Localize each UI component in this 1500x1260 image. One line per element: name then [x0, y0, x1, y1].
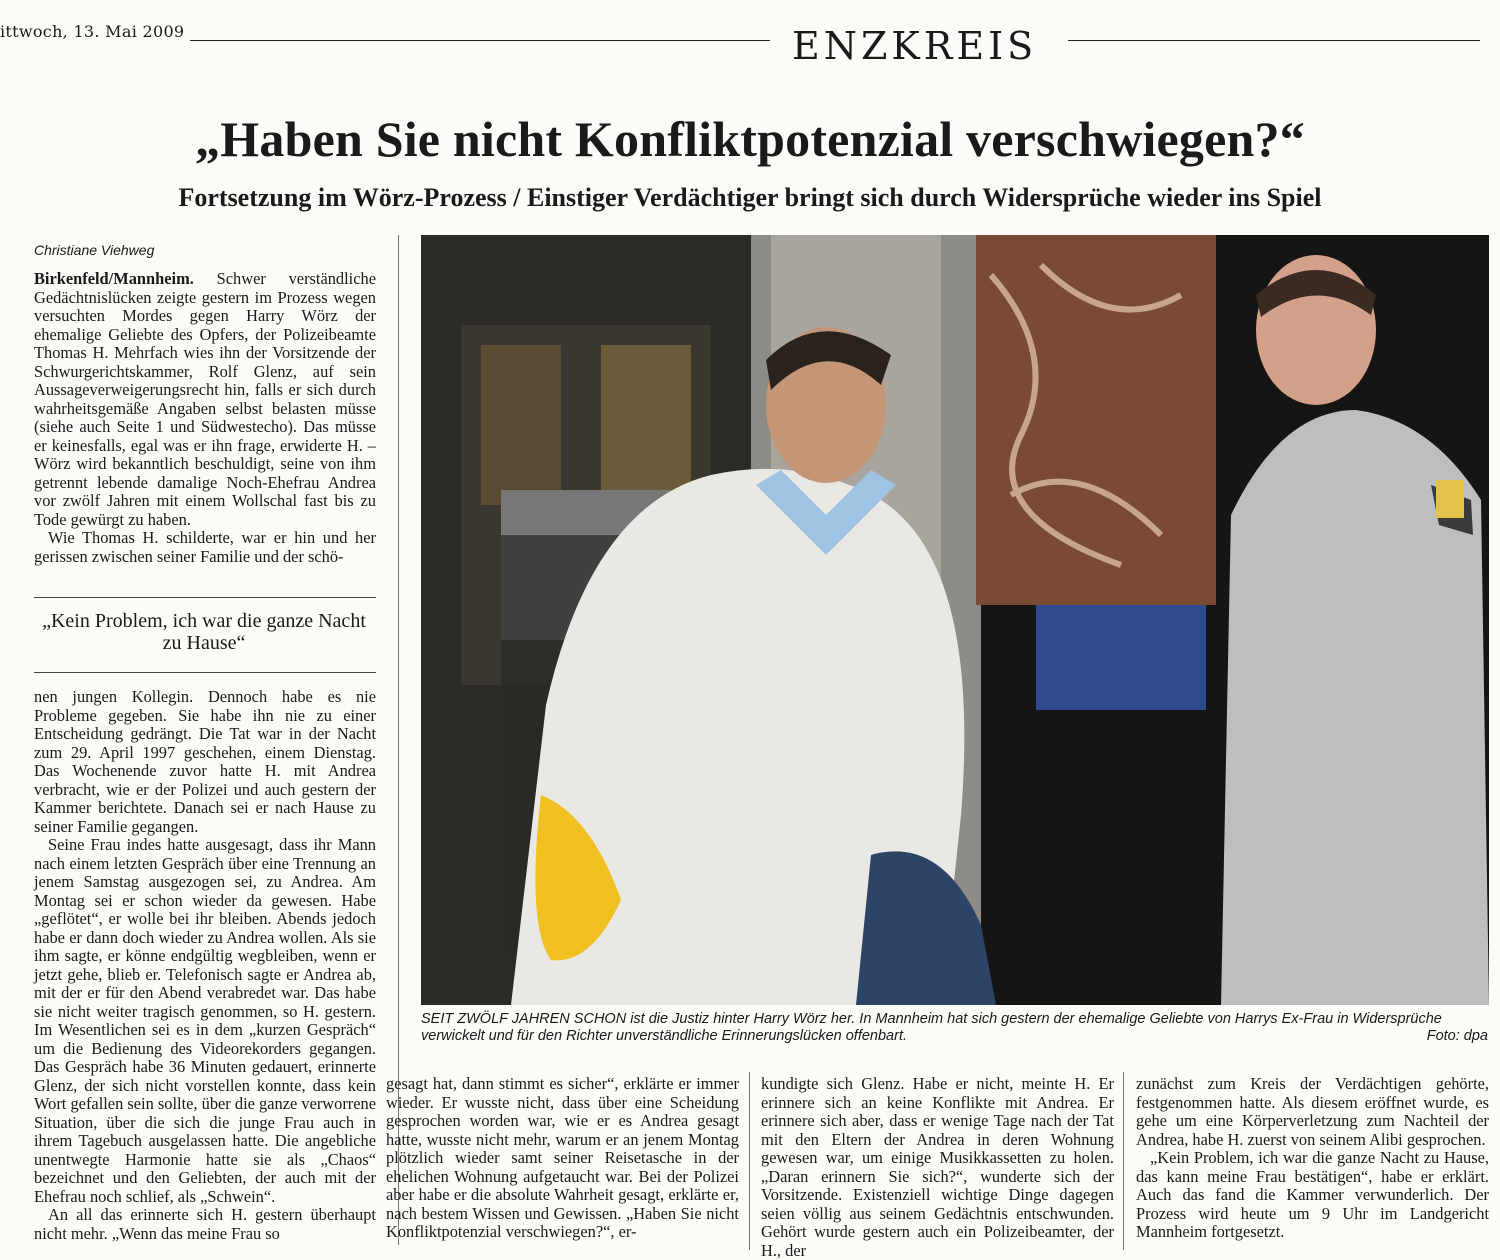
dateline: Birkenfeld/Mannheim. — [34, 269, 194, 288]
header-rule-right — [1068, 40, 1480, 41]
news-photo — [421, 235, 1489, 1005]
issue-date: ittwoch, 13. Mai 2009 — [0, 22, 185, 41]
section-title: ENZKREIS — [792, 24, 1038, 68]
header-rule-left — [190, 40, 770, 41]
quote-rule-top — [34, 597, 376, 598]
article-paragraph: Seine Frau indes hatte ausgesagt, dass ihr Mann nach einem letzten Gespräch über eine Trennung an jenem Samstag ausgezogen sei, zu Andrea. Am Montag sei er schon wieder da gewesen. Habe „geflötet“, er wolle bei ihr bleiben. Abends jedoch habe er dann doch wieder zu Andrea wollen. Als sie ihm sagte, er könne endgültig wegbleiben, wenn er jetzt gehe, blieb er. Telefonisch sagte er Andrea ab, mit der er für den Abend verabredet war. Das habe sie nicht weiter tragisch genommen, so H. gestern. Im Wesentlichen sei es in dem „kurzen Gespräch“ um die Bedienung des Videorekorders gegangen. Das Gespräch habe 36 Minuten gedauert, erinnerte Glenz, der sich nicht vorstellen konnte, dass kein Wort gefallen sein sollte, über die ganze verworrene Situation, über die sich die junge Frau auch in ihrem Tagebuch ausgelassen hatte. Die angebliche unentwegte Harmonie hatte sie als „Chaos“ bezeichnet und den Geliebten, der auch mit der Ehefrau noch schlief, als „Schwein“. — [34, 835, 376, 1206]
article-paragraph: gesagt hat, dann stimmt es sicher“, erklärte er immer wieder. Er wusste nicht, dass über eine Scheidung gesprochen worden war, wie er es Andrea gesagt hatte, wusste nicht mehr, warum er an jenem Montag plötzlich wieder samt seiner Reisetasche in der ehelichen Wohnung aufgetaucht war. Bei der Polizei aber habe er die absolute Wahrheit gesagt, erklärte er, nach bestem Wissen und Gewissen. „Haben Sie nicht Konfliktpotenzial verschwiegen?“, er- — [386, 1074, 739, 1241]
column-1-lower — [34, 688, 376, 1243]
article-paragraph: zunächst zum Kreis der Verdächtigen gehörte, festgenommen hatte. Als diesem eröffnet wurde, es gehe um eine Körperverletzung zum Nachteil der Andrea, habe H. zuerst von seinem Alibi gesprochen. — [1136, 1074, 1489, 1149]
column-2 — [386, 1075, 739, 1242]
article-paragraph: kundigte sich Glenz. Habe er nicht, meinte H. Er erinnere sich an keine Konflikte mit Andrea. Er erinnere sich aber, dass er wenige Tage nach der Tat mit den Eltern der Andrea in deren Wohnung gewesen war, um einige Musikkassetten zu holen. „Daran erinnern Sie sich?“, wunderte sich der Vorsitzende. Existenziell wichtige Dinge dagegen seien völlig aus seinem Gedächtnis entschwunden. Gehört wurde gestern auch ein Polizeibeamter, der H., der — [761, 1074, 1114, 1260]
photo-caption — [421, 1011, 1489, 1045]
caption-lead: SEIT ZWÖLF JAHREN SCHON — [421, 1011, 627, 1027]
column-divider — [1123, 1072, 1124, 1250]
column-divider — [749, 1072, 750, 1250]
pull-quote: „Kein Problem, ich war die ganze Nacht zu Hause“ — [42, 610, 366, 654]
byline: Christiane Viehweg — [34, 242, 155, 258]
article-paragraph: Birkenfeld/Mannheim. Schwer verständliche Gedächtnislücken zeigte gestern im Prozess wegen versuchten Mordes gegen Harry Wörz der ehemalige Geliebte des Opfers, der Polizeibeamte Thomas H. Mehrfach wies ihn der Vorsitzende der Schwurgerichtskammer, Rolf Glenz, auf sein Aussageverweigerungsrecht hin, falls er sich durch wahrheitsgemäße Angaben selbst belasten müsse (siehe auch Seite 1 und Südwestecho). Das müsse er keinesfalls, egal was er ihn frage, erwiderte H. – Wörz wird bekanntlich beschuldigt, seine von ihm getrennt lebende damalige Noch-Ehefrau Andrea vor zwölf Jahren mit einem Wollschal fast bis zu Tode gewürgt zu haben. — [34, 269, 376, 529]
article-paragraph: nen jungen Kollegin. Dennoch habe es nie Probleme gegeben. Sie habe ihn nie zu einer Entscheidung gedrängt. Die Tat war in der Nacht zum 29. April 1997 geschehen, einem Dienstag. Das Wochenende zuvor hatte H. mit Andrea verbracht, wie er der Polizei und auch gestern der Kammer berichtete. Danach sei er nach Hause zu seiner Familie gegangen. — [34, 687, 376, 836]
column-4 — [1136, 1075, 1489, 1242]
headline: „Haben Sie nicht Konfliktpotenzial verschwiegen?“ — [195, 111, 1305, 167]
column-3 — [761, 1075, 1114, 1260]
column-1-upper — [34, 270, 376, 566]
caption-text: ist die Justiz hinter Harry Wörz her. In Mannheim hat sich gestern der ehemalige Geliebte von Harrys Ex-Frau in Widersprüche verwickelt und für den Richter unverständliche Erinnerungslücken offenbart. — [421, 1011, 1442, 1044]
article-paragraph: „Kein Problem, ich war die ganze Nacht zu Hause, das kann meine Frau bestätigen“, habe er erklärt. Auch das fand die Kammer verwunderlich. Der Prozess wird heute um 9 Uhr im Landgericht Mannheim fortgesetzt. — [1136, 1148, 1489, 1241]
article-paragraph: Wie Thomas H. schilderte, war er hin und her gerissen zwischen seiner Familie und der schö- — [34, 528, 376, 566]
subheadline: Fortsetzung im Wörz-Prozess / Einstiger Verdächtiger bringt sich durch Widersprüche wieder ins Spiel — [178, 183, 1322, 212]
quote-rule-bottom — [34, 672, 376, 673]
photo-credit: Foto: dpa — [1426, 1028, 1488, 1044]
courtroom-photo-illustration — [421, 235, 1489, 1005]
article-paragraph: An all das erinnerte sich H. gestern überhaupt nicht mehr. „Wenn das meine Frau so — [34, 1205, 376, 1243]
